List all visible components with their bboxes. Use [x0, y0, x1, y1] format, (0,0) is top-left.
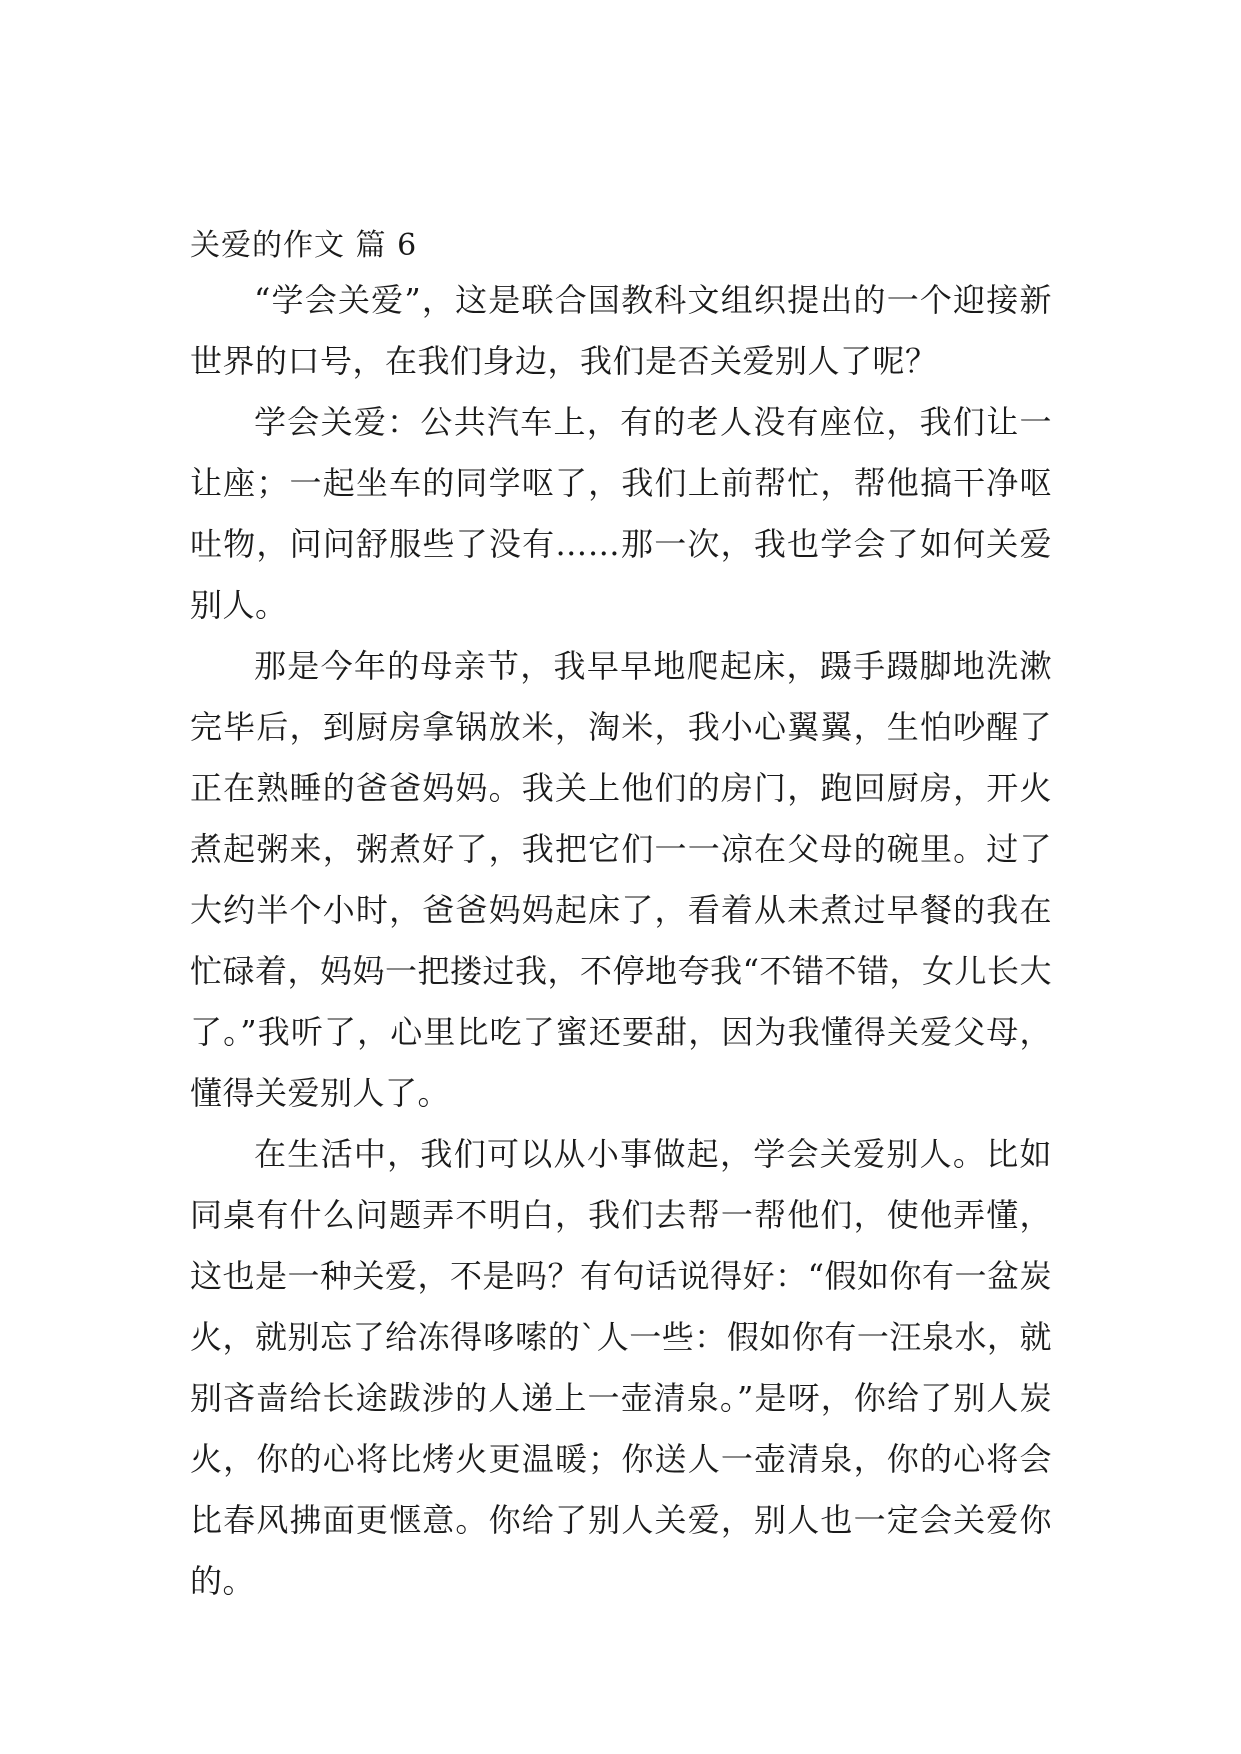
paragraph-3: 那是今年的母亲节，我早早地爬起床，蹑手蹑脚地洗漱完毕后，到厨房拿锅放米，淘米，我小心翼翼，生怕吵醒了正在熟睡的爸爸妈妈。我关上他们的房门，跑回厨房，开火煮起粥来，粥煮好了，我把它们一一凉在父母的碗里。过了大约半个小时，爸爸妈妈起床了，看着从未煮过早餐的我在忙碌着，妈妈一把搂过我，不停地夸我“不错不错，女儿长大了。”我听了，心里比吃了蜜还要甜，因为我懂得关爱父母，懂得关爱别人了。: [190, 647, 1052, 1112]
paragraph-4: 在生活中，我们可以从小事做起，学会关爱别人。比如同桌有什么问题弄不明白，我们去帮一帮他们，使他弄懂，这也是一种关爱，不是吗？有句话说得好：“假如你有一盆炭火，就别忘了给冻得哆嗦的`人一些：假如你有一汪泉水，就别吝啬给长途跋涉的人递上一壶清泉。”是呀，你给了别人炭火，你的心将比烤火更温暖；你送人一壶清泉，你的心将会比春风拂面更惬意。你给了别人关爱，别人也一定会关爱你的。: [190, 1135, 1052, 1600]
paragraph-1: “学会关爱”，这是联合国教科文组织提出的一个迎接新世界的口号，在我们身边，我们是否关爱别人了呢？: [190, 281, 1052, 380]
paragraph-2: 学会关爱：公共汽车上，有的老人没有座位，我们让一让座；一起坐车的同学呕了，我们上前帮忙，帮他搞干净呕吐物，问问舒服些了没有……那一次，我也学会了如何关爱别人。: [190, 403, 1052, 624]
document-body: [190, 222, 1052, 1612]
document-title: 关爱的作文 篇 6: [190, 228, 418, 263]
